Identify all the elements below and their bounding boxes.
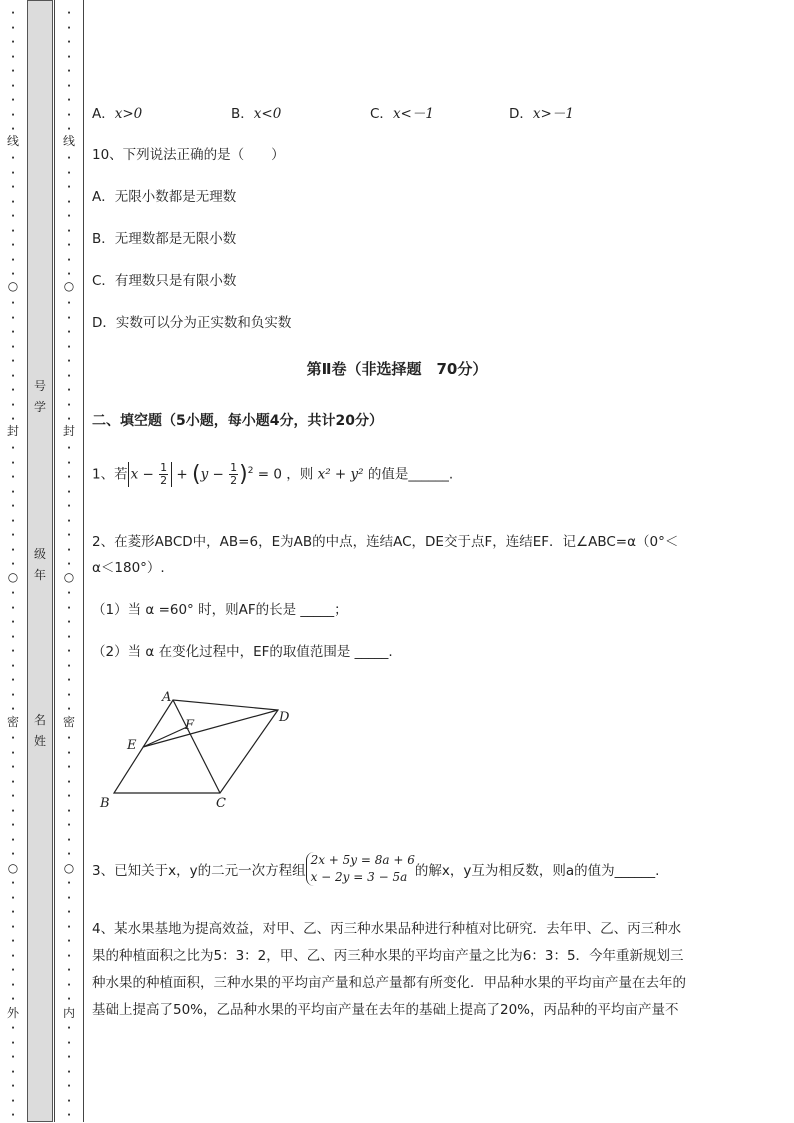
- outer-seal-label: 密: [6, 715, 19, 729]
- outer-seal-label: 封: [6, 424, 19, 438]
- outer-dot: ·: [11, 588, 15, 599]
- outer-seal-label: 外: [6, 1006, 19, 1020]
- outer-dot: ·: [11, 153, 15, 164]
- outer-dot: ·: [11, 515, 15, 527]
- inner-dot: ·: [67, 254, 71, 266]
- outer-dot: ·: [11, 109, 15, 121]
- inner-dot: ·: [67, 1110, 71, 1121]
- fill-q1: 1、若 x − $\frac{1}{2}$ + (y − $\frac{1}{2}$ )$^2$ = 0 ，则 x² + y² 的值是______.: [92, 461, 454, 487]
- outer-dot: ·: [11, 167, 15, 179]
- inner-dot: ·: [67, 907, 71, 918]
- outer-dot: ·: [11, 1081, 15, 1092]
- section2-heading: 二、填空题（5小题，每小题4分，共计20分）: [92, 413, 383, 429]
- q10-option-c: C．有理数只是有限小数: [92, 273, 237, 289]
- inner-dot: ·: [67, 559, 71, 570]
- binding-column-inner: [54, 0, 84, 1122]
- name-label: 名 姓: [33, 713, 46, 748]
- inner-dot: ·: [67, 109, 71, 121]
- inner-dot: ·: [67, 211, 71, 222]
- diagonal-ac: [173, 700, 220, 793]
- inner-dot: ·: [67, 936, 71, 947]
- inner-dot: ·: [67, 994, 71, 1005]
- outer-dot: ·: [11, 1110, 15, 1121]
- outer-dot: ·: [11, 950, 15, 962]
- inner-dot: ·: [67, 515, 71, 527]
- outer-dot: ·: [11, 298, 15, 309]
- outer-dot: ·: [11, 385, 15, 396]
- q10-option-b: B．无理数都是无限小数: [92, 231, 237, 247]
- inner-dot: ·: [67, 182, 71, 193]
- inner-dot: ·: [67, 892, 71, 904]
- binding-column-outer: [0, 0, 26, 1122]
- inner-dot: ·: [67, 327, 71, 338]
- q9-option-a: A．x>0: [92, 106, 143, 122]
- inner-dot: ·: [67, 849, 71, 860]
- outer-dot: ·: [11, 762, 15, 773]
- outer-dot: ·: [11, 327, 15, 338]
- inner-dot: ·: [67, 544, 71, 556]
- outer-dot: ·: [11, 530, 15, 541]
- outer-dot: ·: [11, 66, 15, 77]
- inner-dot: ·: [67, 269, 71, 280]
- inner-dot: ·: [67, 124, 71, 135]
- outer-dot: ·: [11, 80, 15, 92]
- outer-dot: ·: [11, 370, 15, 382]
- q10-option-d: D．实数可以分为正实数和负实数: [92, 315, 292, 331]
- inner-dot: ·: [67, 341, 71, 353]
- grade-label: 级 年: [33, 547, 46, 582]
- inner-dot: ·: [67, 457, 71, 469]
- inner-dot: ·: [67, 631, 71, 643]
- outer-dot: ·: [11, 182, 15, 193]
- label-f: F: [185, 718, 195, 733]
- inner-circle-mark: ○: [63, 570, 75, 584]
- inner-dot: ·: [67, 762, 71, 773]
- inner-dot: ·: [67, 1066, 71, 1078]
- inner-dot: ·: [67, 776, 71, 788]
- outer-circle-mark: ○: [7, 861, 19, 875]
- label-d: D: [279, 710, 290, 725]
- outer-dot: ·: [11, 689, 15, 701]
- outer-dot: ·: [11, 544, 15, 556]
- inner-dot: ·: [67, 921, 71, 933]
- inner-seal-label: 密: [62, 715, 75, 729]
- outer-dot: ·: [11, 1023, 15, 1034]
- part2-title: 第Ⅱ卷（非选择题 70分）: [306, 360, 488, 378]
- inner-dot: ·: [67, 588, 71, 599]
- inner-dot: ·: [67, 153, 71, 164]
- q9-option-d: D．x>－1: [509, 106, 574, 122]
- outer-dot: ·: [11, 747, 15, 759]
- q10-option-a: A．无限小数都是无理数: [92, 189, 237, 205]
- inner-dot: ·: [67, 240, 71, 251]
- student-id-label: 号 学: [33, 379, 46, 414]
- outer-circle-mark: ○: [7, 570, 19, 584]
- fill-q4: [92, 916, 752, 1024]
- inner-circle-mark: ○: [63, 279, 75, 293]
- inner-seal-label: 封: [62, 424, 75, 438]
- outer-dot: ·: [11, 704, 15, 715]
- inner-dot: ·: [67, 167, 71, 179]
- outer-dot: ·: [11, 1037, 15, 1049]
- outer-dot: ·: [11, 631, 15, 643]
- label-e: E: [127, 738, 137, 753]
- outer-dot: ·: [11, 1052, 15, 1063]
- outer-dot: ·: [11, 994, 15, 1005]
- inner-dot: ·: [67, 370, 71, 382]
- inner-dot: ·: [67, 399, 71, 411]
- outer-circle-mark: ○: [7, 279, 19, 293]
- inner-dot: ·: [67, 501, 71, 512]
- q4-line: 4、某水果基地为提高效益，对甲、乙、丙三种水果品种进行种植对比研究．去年甲、乙、丙三种水: [92, 921, 682, 937]
- outer-dot: ·: [11, 936, 15, 947]
- outer-dot: ·: [11, 921, 15, 933]
- outer-dot: ·: [11, 791, 15, 802]
- inner-dot: ·: [67, 733, 71, 744]
- outer-dot: ·: [11, 51, 15, 63]
- inner-dot: ·: [67, 80, 71, 92]
- rhombus-figure: [92, 685, 302, 810]
- outer-dot: ·: [11, 617, 15, 628]
- inner-dot: ·: [67, 443, 71, 454]
- inner-dot: ·: [67, 747, 71, 759]
- q4-line: 基础上提高了50%，乙品种水果的平均亩产量在去年的基础上提高了20%，丙品种的平均亩产量不: [92, 1002, 679, 1018]
- fill-q2-sub2: （2）当 α 在变化过程中，EF的取值范围是 _____.: [92, 644, 393, 660]
- inner-dot: ·: [67, 602, 71, 614]
- q4-line: 种水果的种植面积，三种水果的平均亩产量和总产量都有所变化．甲品种水果的平均亩产量在去年的: [92, 975, 686, 991]
- outer-dot: ·: [11, 414, 15, 425]
- inner-dot: ·: [67, 8, 71, 19]
- inner-circle-mark: ○: [63, 861, 75, 875]
- outer-dot: ·: [11, 254, 15, 266]
- inner-dot: ·: [67, 66, 71, 77]
- inner-dot: ·: [67, 646, 71, 657]
- inner-dot: ·: [67, 675, 71, 686]
- inner-dot: ·: [67, 1037, 71, 1049]
- inner-dot: ·: [67, 385, 71, 396]
- outer-dot: ·: [11, 472, 15, 483]
- inner-dot: ·: [67, 196, 71, 208]
- inner-dot: ·: [67, 704, 71, 715]
- inner-dot: ·: [67, 1052, 71, 1063]
- outer-dot: ·: [11, 457, 15, 469]
- outer-dot: ·: [11, 979, 15, 991]
- inner-dot: ·: [67, 834, 71, 846]
- inner-dot: ·: [67, 689, 71, 701]
- inner-dot: ·: [67, 22, 71, 34]
- inner-dot: ·: [67, 1023, 71, 1034]
- outer-dot: ·: [11, 8, 15, 19]
- inner-dot: ·: [67, 225, 71, 237]
- fill-q2-line2: α＜180°）.: [92, 560, 165, 576]
- outer-seal-label: 线: [6, 134, 19, 148]
- inner-dot: ·: [67, 965, 71, 976]
- label-b: B: [100, 796, 110, 810]
- q9-option-b: B．x<0: [231, 106, 282, 122]
- outer-dot: ·: [11, 559, 15, 570]
- inner-dot: ·: [67, 472, 71, 483]
- q10-stem: 10、下列说法正确的是（ ）: [92, 147, 285, 163]
- outer-dot: ·: [11, 312, 15, 324]
- inner-dot: ·: [67, 878, 71, 889]
- outer-dot: ·: [11, 211, 15, 222]
- label-c: C: [216, 796, 226, 810]
- q9-option-c: C．x<－1: [370, 106, 434, 122]
- fill-q3: 3、已知关于x，y的二元一次方程组 2x + 5y = 8a + 6 x − 2y = 3 − 5a 的解x，y互为相反数，则a的值为______.: [92, 853, 660, 884]
- outer-dot: ·: [11, 95, 15, 106]
- outer-dot: ·: [11, 675, 15, 686]
- outer-dot: ·: [11, 124, 15, 135]
- outer-dot: ·: [11, 22, 15, 34]
- fill-q2-sub1: （1）当 α =60° 时，则AF的长是 _____；: [92, 602, 348, 618]
- outer-dot: ·: [11, 965, 15, 976]
- binding-column-info: [27, 0, 53, 1122]
- inner-dot: ·: [67, 530, 71, 541]
- outer-dot: ·: [11, 834, 15, 846]
- inner-dot: ·: [67, 660, 71, 672]
- outer-dot: ·: [11, 443, 15, 454]
- outer-dot: ·: [11, 341, 15, 353]
- inner-seal-label: 线: [62, 134, 75, 148]
- inner-dot: ·: [67, 950, 71, 962]
- inner-dot: ·: [67, 356, 71, 367]
- outer-dot: ·: [11, 602, 15, 614]
- inner-dot: ·: [67, 312, 71, 324]
- inner-dot: ·: [67, 486, 71, 498]
- inner-dot: ·: [67, 298, 71, 309]
- outer-dot: ·: [11, 907, 15, 918]
- outer-dot: ·: [11, 1066, 15, 1078]
- outer-dot: ·: [11, 225, 15, 237]
- inner-dot: ·: [67, 1095, 71, 1107]
- inner-dot: ·: [67, 414, 71, 425]
- outer-dot: ·: [11, 486, 15, 498]
- inner-dot: ·: [67, 95, 71, 106]
- outer-dot: ·: [11, 269, 15, 280]
- inner-dot: ·: [67, 805, 71, 817]
- label-a: A: [162, 690, 172, 705]
- outer-dot: ·: [11, 501, 15, 512]
- inner-dot: ·: [67, 51, 71, 63]
- outer-dot: ·: [11, 776, 15, 788]
- inner-dot: ·: [67, 617, 71, 628]
- outer-dot: ·: [11, 646, 15, 657]
- outer-dot: ·: [11, 356, 15, 367]
- inner-seal-label: 内: [62, 1006, 75, 1020]
- inner-dot: ·: [67, 820, 71, 831]
- outer-dot: ·: [11, 878, 15, 889]
- outer-dot: ·: [11, 37, 15, 48]
- inner-dot: ·: [67, 791, 71, 802]
- outer-dot: ·: [11, 849, 15, 860]
- inner-dot: ·: [67, 1081, 71, 1092]
- outer-dot: ·: [11, 399, 15, 411]
- outer-dot: ·: [11, 196, 15, 208]
- inner-dot: ·: [67, 37, 71, 48]
- outer-dot: ·: [11, 660, 15, 672]
- outer-dot: ·: [11, 805, 15, 817]
- q4-line: 果的种植面积之比为5：3：2，甲、乙、丙三种水果的平均亩产量之比为6：3：5．今年重新规划三: [92, 948, 684, 964]
- fill-q2-line1: 2、在菱形ABCD中，AB=6，E为AB的中点，连结AC，DE交于点F，连结EF．记∠ABC=α（0°＜: [92, 534, 679, 550]
- outer-dot: ·: [11, 892, 15, 904]
- outer-dot: ·: [11, 240, 15, 251]
- inner-dot: ·: [67, 979, 71, 991]
- outer-dot: ·: [11, 733, 15, 744]
- outer-dot: ·: [11, 820, 15, 831]
- outer-dot: ·: [11, 1095, 15, 1107]
